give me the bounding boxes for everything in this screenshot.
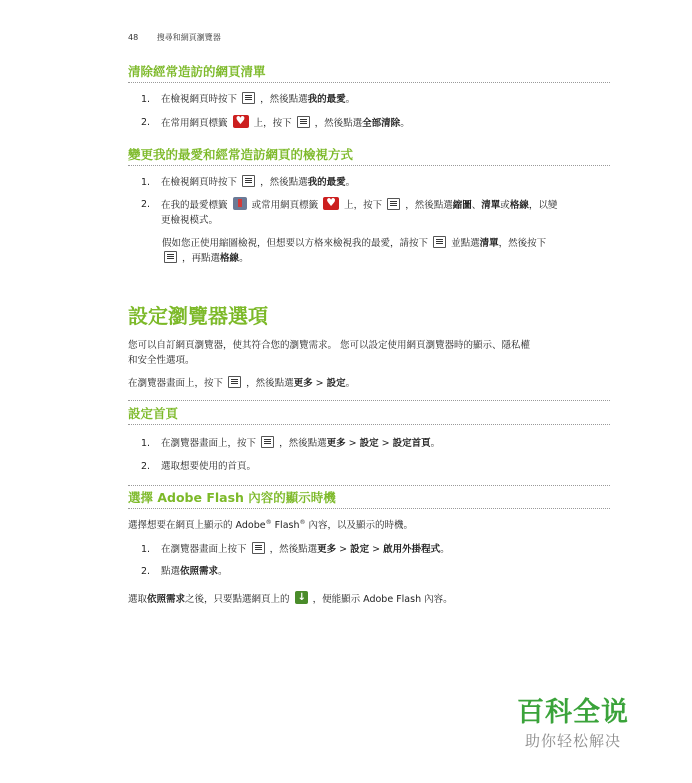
item-text: 在檢視網頁時按下 ，然後點選我的最愛。 bbox=[161, 177, 356, 188]
section-title: 選擇 Adobe Flash 內容的顯示時機 bbox=[128, 490, 610, 509]
section-title: 清除經常造訪的網頁清單 bbox=[128, 64, 610, 83]
menu-icon bbox=[297, 116, 310, 128]
watermark-brand: 百科全说 bbox=[517, 697, 629, 728]
section-change-view bbox=[128, 147, 610, 166]
item-text: 在檢視網頁時按下 ，然後點選我的最愛。 bbox=[161, 94, 356, 105]
section-title: 設定首頁 bbox=[128, 406, 610, 425]
item-text: 在瀏覽器畫面上，按下 ，然後點選更多 > 設定 > 設定首頁。 bbox=[161, 438, 441, 449]
item-number: 1. bbox=[141, 544, 151, 555]
page-title: 設定瀏覽器選項 bbox=[128, 304, 268, 328]
menu-icon bbox=[387, 198, 400, 210]
menu-icon bbox=[433, 236, 446, 248]
section-set-homepage bbox=[128, 406, 610, 425]
item-number: 2. bbox=[141, 199, 151, 210]
menu-icon bbox=[242, 92, 255, 104]
item-number: 2. bbox=[141, 461, 151, 472]
item-text: 在瀏覽器畫面上按下 ，然後點選更多 > 設定 > 啟用外掛程式。 bbox=[161, 544, 450, 555]
divider bbox=[128, 400, 610, 401]
section-clear-frequent bbox=[128, 64, 610, 83]
intro-step: 在瀏覽器畫面上，按下 ，然後點選更多 > 設定。 bbox=[128, 378, 356, 389]
frequent-tab-icon bbox=[323, 197, 339, 210]
page-header bbox=[128, 32, 221, 43]
section-title: 變更我的最愛和經常造訪網頁的檢視方式 bbox=[128, 147, 610, 166]
item-number: 2. bbox=[141, 117, 151, 128]
item-number: 1. bbox=[141, 94, 151, 105]
divider bbox=[128, 485, 610, 486]
download-icon bbox=[295, 591, 308, 604]
page-number: 48 bbox=[128, 33, 139, 42]
item-number: 2. bbox=[141, 566, 151, 577]
bookmark-tab-icon bbox=[233, 197, 247, 210]
note-paragraph: 假如您正使用縮圖檢視，但想要以方格來檢視我的最愛，請按下 並點選清單，然後按下 ，再點選格線。 bbox=[162, 238, 547, 264]
menu-icon bbox=[242, 175, 255, 187]
menu-icon bbox=[261, 436, 274, 448]
frequent-tab-icon bbox=[233, 115, 249, 128]
item-text: 點選依照需求。 bbox=[161, 566, 228, 577]
item-number: 1. bbox=[141, 177, 151, 188]
menu-icon bbox=[228, 376, 241, 388]
item-text: 選取想要使用的首頁。 bbox=[161, 461, 257, 472]
flash-intro: 選擇想要在網頁上顯示的 Adobe® Flash® 內容，以及顯示的時機。 bbox=[128, 519, 414, 532]
item-text: 在我的最愛標籤 或常用網頁標籤 ♥ 上，按下 ，然後點選縮圖、清單或格線，以變 更檢視模式。 bbox=[161, 197, 611, 228]
item-number: 1. bbox=[141, 438, 151, 449]
chapter-title: 搜尋和網頁瀏覽器 bbox=[156, 33, 221, 42]
item-text: 在常用網頁標籤 ♥ 上，按下 ，然後點選全部清除。 bbox=[161, 115, 611, 131]
menu-icon bbox=[252, 542, 265, 554]
menu-icon bbox=[164, 251, 177, 263]
intro-paragraph: 您可以自訂網頁瀏覽器，使其符合您的瀏覽需求。 您可以設定使用網頁瀏覽器時的顯示、隱私權 和安全性選項。 bbox=[128, 340, 531, 366]
section-flash-content bbox=[128, 490, 610, 509]
flash-footer: 選取依照需求之後，只要點選網頁上的 ↓ ，便能顯示 Adobe Flash 內容。 bbox=[128, 591, 610, 607]
watermark-slogan: 助你轻松解决 bbox=[525, 732, 622, 750]
